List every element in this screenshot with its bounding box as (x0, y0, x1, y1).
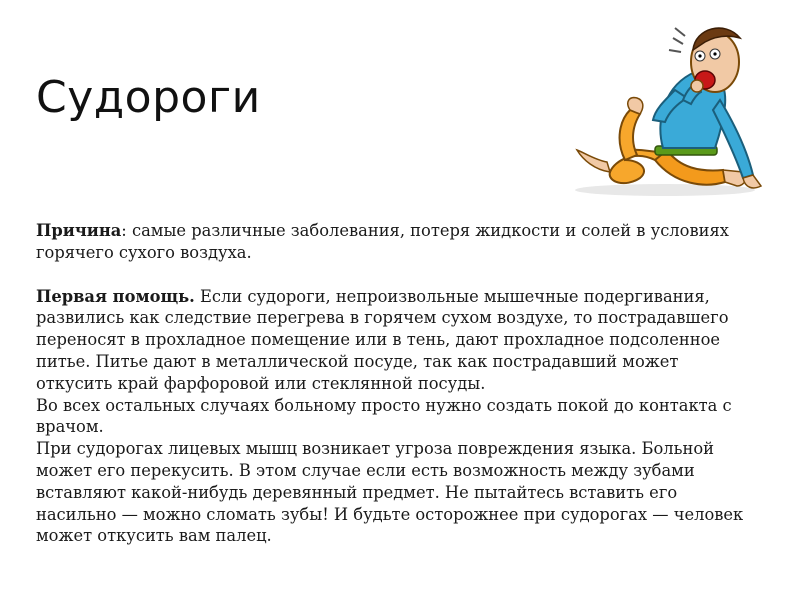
slide-body (36, 220, 756, 547)
cause-text: : самые различные заболевания, потеря жидкости и солей в условиях горячего сухого воздуха. (36, 221, 729, 262)
cause-paragraph (36, 220, 756, 264)
first-aid-label: Первая помощь. (36, 286, 195, 306)
slide-title: Судороги (36, 72, 261, 123)
rest-paragraph: Во всех остальных случаях больному просто нужно создать покой до контакта с врачом. (36, 395, 732, 437)
cause-label: Причина (36, 221, 122, 240)
first-aid-text: Если судороги, непроизвольные мышечные подергивания, развились как следствие перегрева в горячем сухом воздухе, то пострадавшего переносят в прохладное помещение или в тень, дают прохладное подсоленное питье. Питье дают в металлической посуде, так как пострадавший может откусить край фарфоровой или стеклянной посуды. (36, 286, 729, 393)
first-aid-paragraph (36, 286, 756, 395)
cramp-illustration (555, 10, 790, 205)
face-cramp-paragraph: При судорогах лицевых мышц возникает угроза повреждения языка. Больной может его перекусить. В этом случае если есть возможность между зубами вставляют какой-нибудь деревянный предмет. Не пытайтесь вставить его насильно — можно сломать зубы! И будьте осторожнее при судорогах — человек может откусить вам палец. (36, 439, 744, 546)
